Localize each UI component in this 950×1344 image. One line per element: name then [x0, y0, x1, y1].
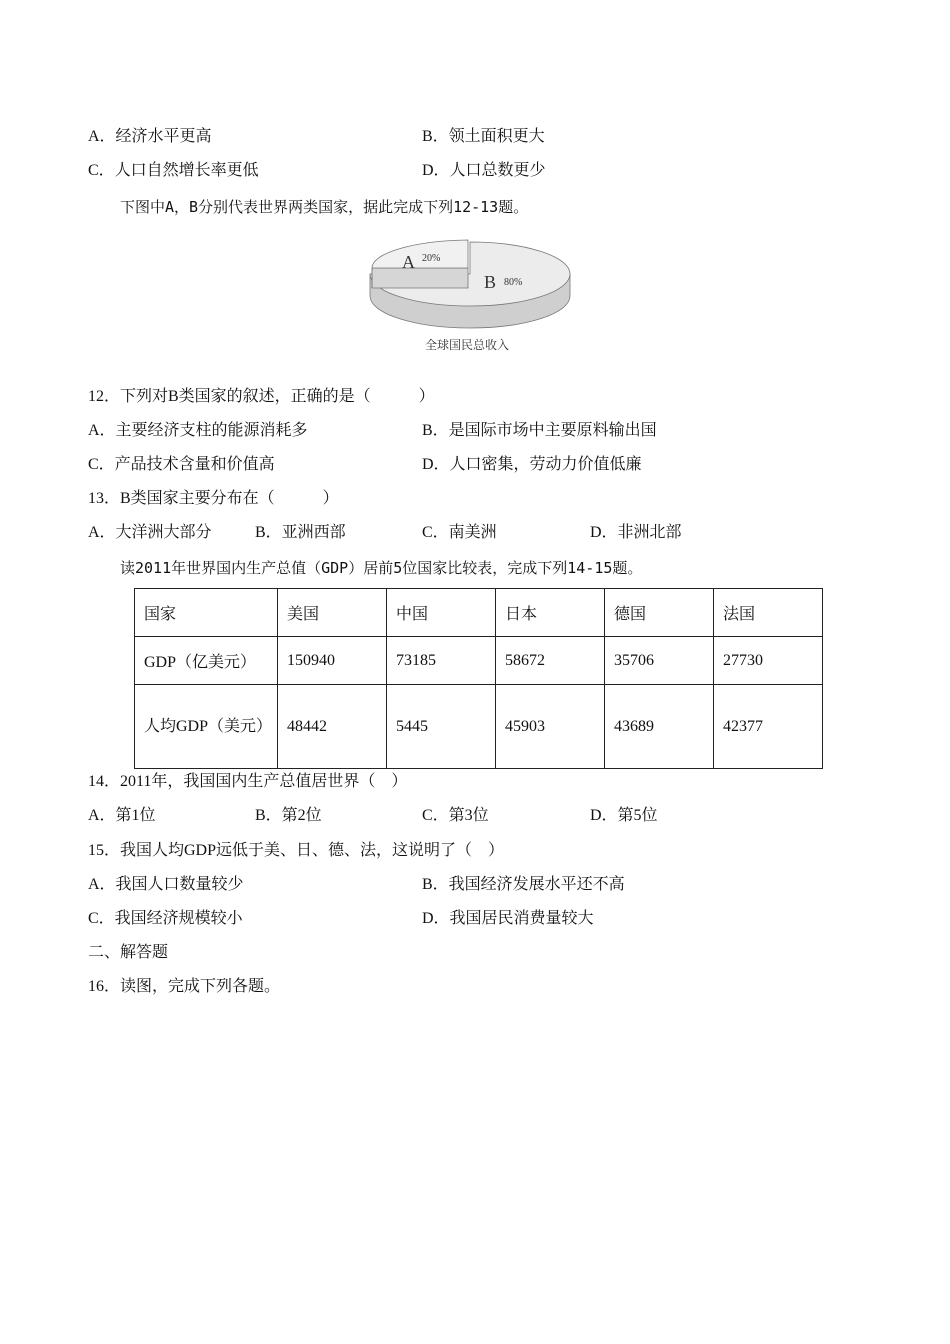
table-cell: 国家: [135, 589, 278, 637]
table-cell: 中国: [387, 589, 496, 637]
q14-option-c: C．第3位: [422, 807, 489, 824]
table-cell: 美国: [278, 589, 387, 637]
table-cell: 58672: [496, 637, 605, 685]
table-header-row: [135, 589, 823, 637]
table-cell: 150940: [278, 637, 387, 685]
table-cell: 43689: [605, 685, 714, 769]
table-cell: 35706: [605, 637, 714, 685]
pie-chart-svg: [352, 226, 582, 336]
table-cell: 5445: [387, 685, 496, 769]
q12-option-d: D．人口密集，劳动力价值低廉: [422, 456, 642, 473]
q14-option-b: B．第2位: [255, 807, 322, 824]
slice-a-side: [372, 268, 468, 288]
section-heading: 二、解答题: [88, 944, 169, 961]
q15-option-d: D．我国居民消费量较大: [422, 910, 594, 927]
q12-stem: 12．下列对B类国家的叙述，正确的是（ ）: [88, 388, 435, 405]
slice-a: [372, 240, 468, 268]
q11-option-a: A．经济水平更高: [88, 128, 212, 145]
gdp-comparison-table: [134, 588, 823, 769]
q11-option-b: B．领土面积更大: [422, 128, 545, 145]
table-row: [135, 637, 823, 685]
intro-12-13: 下图中A，B分别代表世界两类国家，据此完成下列12-13题。: [120, 198, 529, 216]
table-cell: 42377: [714, 685, 823, 769]
q12-option-a: A．主要经济支柱的能源消耗多: [88, 422, 308, 439]
q11-option-d: D．人口总数更少: [422, 162, 546, 179]
q15-option-a: A．我国人口数量较少: [88, 876, 244, 893]
q15-option-c: C．我国经济规模较小: [88, 910, 243, 927]
table-cell: GDP（亿美元）: [135, 637, 278, 685]
table-cell: 27730: [714, 637, 823, 685]
slice-a-label: 20%: [422, 253, 441, 264]
intro-14-15: 读2011年世界国内生产总值（GDP）居前5位国家比较表，完成下列14-15题。: [120, 559, 643, 577]
q13-stem: 13．B类国家主要分布在（ ）: [88, 490, 339, 507]
chart-title: 全球国民总收入: [424, 338, 509, 352]
q14-option-d: D．第5位: [590, 807, 658, 824]
table-cell: 45903: [496, 685, 605, 769]
q12-option-c: C．产品技术含量和价值高: [88, 456, 275, 473]
q13-option-b: B．亚洲西部: [255, 524, 346, 541]
table-cell: 73185: [387, 637, 496, 685]
table-cell: 德国: [605, 589, 714, 637]
slice-b-letter: B: [484, 272, 497, 292]
table-cell: 48442: [278, 685, 387, 769]
q14-stem: 14．2011年，我国国内生产总值居世界（ ）: [88, 773, 408, 790]
q13-option-a: A．大洋洲大部分: [88, 524, 212, 541]
q16-stem: 16．读图，完成下列各题。: [88, 978, 281, 995]
q12-option-b: B．是国际市场中主要原料输出国: [422, 422, 657, 439]
q15-option-b: B．我国经济发展水平还不高: [422, 876, 625, 893]
table-row: [135, 685, 823, 769]
slice-a-letter: A: [402, 252, 415, 272]
q14-option-a: A．第1位: [88, 807, 156, 824]
slice-b-label: 80%: [504, 277, 523, 288]
q11-option-c: C．人口自然增长率更低: [88, 162, 259, 179]
q13-option-d: D．非洲北部: [590, 524, 682, 541]
q13-option-c: C．南美洲: [422, 524, 497, 541]
table-cell: 法国: [714, 589, 823, 637]
table-cell: 日本: [496, 589, 605, 637]
pie-chart: [352, 226, 582, 358]
table-cell: 人均GDP（美元）: [135, 685, 278, 769]
q15-stem: 15．我国人均GDP远低于美、日、德、法，这说明了（ ）: [88, 842, 505, 859]
